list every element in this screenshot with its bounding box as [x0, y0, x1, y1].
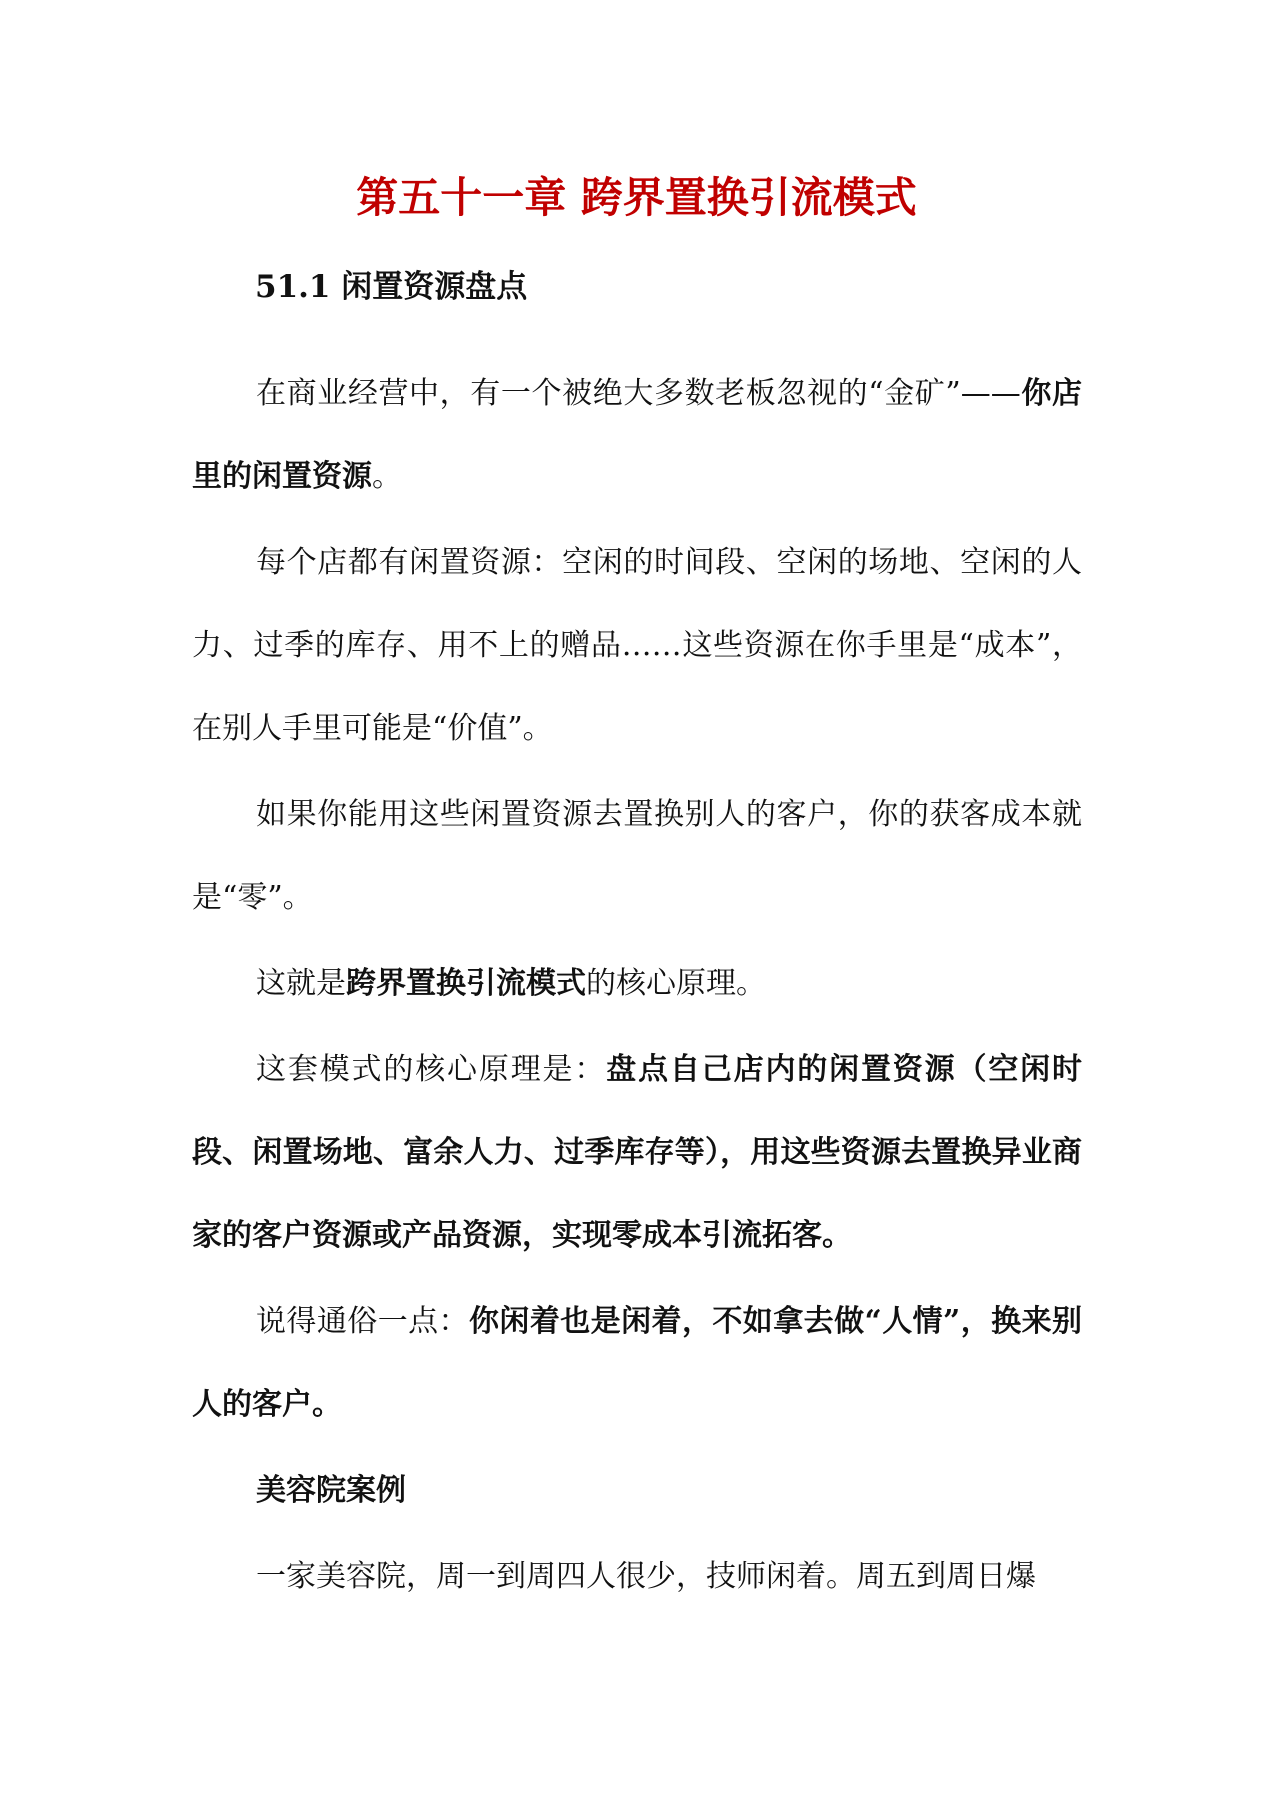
- emphasis-text: 你闲着也是闲着，不如拿去做“人情”，换来别人的客户。: [192, 1304, 1083, 1422]
- paragraph-text: 说得通俗一点：: [256, 1304, 469, 1339]
- paragraph-text: 。: [372, 459, 402, 494]
- case-heading: 美容院案例: [256, 1473, 406, 1508]
- paragraph-core-principle: [192, 1028, 1082, 1277]
- paragraph-plain-explanation: [192, 1280, 1082, 1446]
- emphasis-text: 盘点自己店内的闲置资源（空闲时段、闲置场地、富余人力、过季库存等），用这些资源去置换异业商家的客户资源或产品资源，实现零成本引流拓客。: [192, 1052, 1083, 1253]
- emphasis-text: 跨界置换引流模式: [346, 966, 586, 1001]
- paragraph-text: 这套模式的核心原理是：: [256, 1052, 607, 1087]
- paragraph-text: 在商业经营中，有一个被绝大多数老板忽视的“金矿”——: [256, 376, 1021, 411]
- paragraph-beauty-salon-case: 一家美容院，周一到周四人很少，技师闲着。周五到周日爆: [256, 1559, 1036, 1594]
- paragraph-idle-resources-list: 每个店都有闲置资源：空闲的时间段、空闲的场地、空闲的人力、过季的库存、用不上的赠品……这些资源在你手里是“成本”，在别人手里可能是“价值”。: [192, 545, 1082, 746]
- section-heading: 51.1 闲置资源盘点: [255, 269, 528, 305]
- paragraph-core-principle-intro: [192, 942, 1082, 1025]
- chapter-title: 第五十一章 跨界置换引流模式: [356, 173, 917, 222]
- paragraph-text: 的核心原理。: [586, 966, 766, 1001]
- paragraph-idle-resources-intro: [192, 352, 1082, 518]
- paragraph-zero-cost: 如果你能用这些闲置资源去置换别人的客户，你的获客成本就是“零”。: [192, 797, 1082, 915]
- paragraph-text: 这就是: [256, 966, 346, 1001]
- emphasis-text: 你店里的闲置资源: [192, 376, 1082, 494]
- document-body: [192, 352, 1082, 1618]
